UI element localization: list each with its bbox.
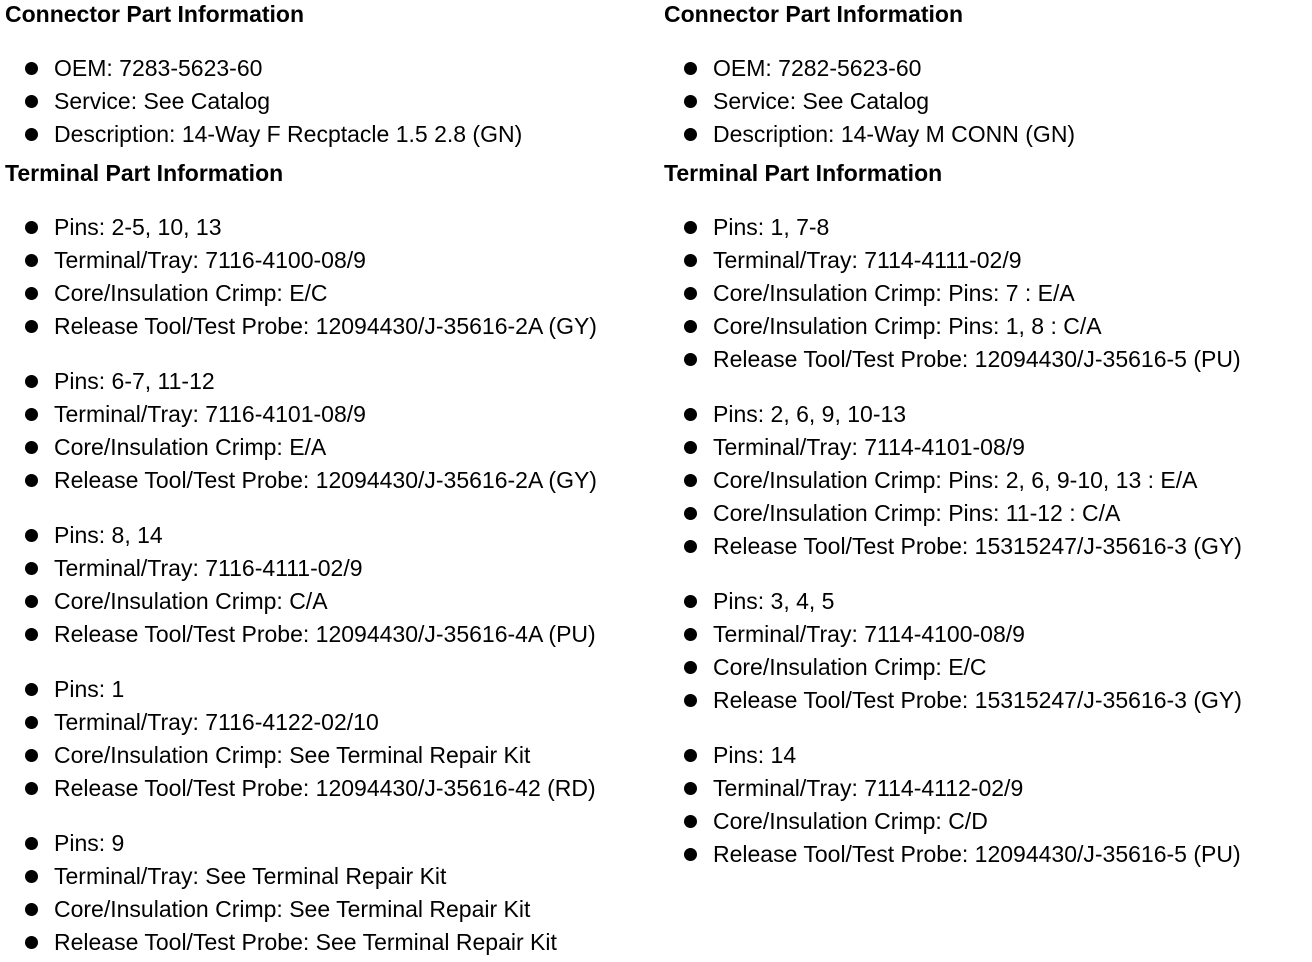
item-text: Description: 14-Way F Recptacle 1.5 2.8 (GN)	[54, 121, 523, 147]
bullet-icon	[684, 815, 697, 828]
list-item	[664, 398, 1304, 431]
bullet-icon	[684, 782, 697, 795]
bullet-icon	[25, 408, 38, 421]
list-item	[5, 244, 655, 277]
item-text: OEM: 7282-5623-60	[713, 55, 922, 81]
item-text: Terminal/Tray: 7116-4100-08/9	[54, 247, 366, 273]
list-item	[664, 497, 1304, 530]
list-item	[5, 926, 655, 959]
list-item	[5, 860, 655, 893]
bullet-icon	[684, 128, 697, 141]
terminal-group	[5, 365, 655, 497]
list-item	[664, 118, 1304, 151]
bullet-icon	[25, 221, 38, 234]
item-text: Pins: 3, 4, 5	[713, 588, 835, 614]
connector-part-heading: Connector Part Information	[664, 1, 964, 27]
item-text: Release Tool/Test Probe: 12094430/J-35616-5 (PU)	[713, 841, 1241, 867]
bullet-icon	[684, 95, 697, 108]
item-text: Pins: 8, 14	[54, 522, 163, 548]
bullet-icon	[25, 628, 38, 641]
bullet-icon	[25, 95, 38, 108]
item-text: Pins: 1, 7-8	[713, 214, 830, 240]
item-text: Core/Insulation Crimp: See Terminal Repair Kit	[54, 742, 531, 768]
item-text: Pins: 6-7, 11-12	[54, 368, 215, 394]
bullet-icon	[684, 694, 697, 707]
item-text: Release Tool/Test Probe: 15315247/J-35616-3 (GY)	[713, 533, 1242, 559]
bullet-icon	[25, 128, 38, 141]
bullet-icon	[25, 936, 38, 949]
list-item	[664, 464, 1304, 497]
item-text: Terminal/Tray: 7116-4122-02/10	[54, 709, 379, 735]
list-item	[5, 519, 655, 552]
terminal-group	[664, 739, 1304, 871]
list-item	[5, 52, 655, 85]
list-item	[664, 530, 1304, 563]
terminal-group	[5, 673, 655, 805]
bullet-icon	[684, 287, 697, 300]
bullet-icon	[25, 837, 38, 850]
list-item	[5, 464, 655, 497]
terminal-group	[5, 827, 655, 959]
list-item	[5, 827, 655, 860]
bullet-icon	[25, 683, 38, 696]
list-item	[664, 343, 1304, 376]
item-text: Core/Insulation Crimp: Pins: 11-12 : C/A	[713, 500, 1121, 526]
bullet-icon	[25, 562, 38, 575]
item-text: Release Tool/Test Probe: See Terminal Repair Kit	[54, 929, 557, 955]
bullet-icon	[684, 353, 697, 366]
list-item	[664, 739, 1304, 772]
bullet-icon	[684, 507, 697, 520]
list-item	[664, 277, 1304, 310]
list-item	[664, 772, 1304, 805]
item-text: Release Tool/Test Probe: 15315247/J-35616-3 (GY)	[713, 687, 1242, 713]
connector-part-list	[5, 52, 655, 151]
item-text: Terminal/Tray: 7114-4112-02/9	[713, 775, 1024, 801]
left-connector-column	[5, 0, 655, 959]
list-item	[664, 618, 1304, 651]
bullet-icon	[25, 529, 38, 542]
connector-part-list	[664, 52, 1304, 151]
list-item	[5, 585, 655, 618]
list-item	[5, 739, 655, 772]
terminal-group	[5, 211, 655, 343]
item-text: Pins: 2-5, 10, 13	[54, 214, 222, 240]
bullet-icon	[25, 320, 38, 333]
item-text: Core/Insulation Crimp: See Terminal Repair Kit	[54, 896, 531, 922]
item-text: Release Tool/Test Probe: 12094430/J-35616-2A (GY)	[54, 467, 597, 493]
bullet-icon	[25, 903, 38, 916]
bullet-icon	[25, 254, 38, 267]
list-item	[5, 118, 655, 151]
list-item	[664, 310, 1304, 343]
list-item	[5, 398, 655, 431]
item-text: Description: 14-Way M CONN (GN)	[713, 121, 1076, 147]
bullet-icon	[684, 628, 697, 641]
item-text: Terminal/Tray: 7114-4100-08/9	[713, 621, 1025, 647]
list-item	[664, 838, 1304, 871]
bullet-icon	[684, 848, 697, 861]
bullet-icon	[684, 320, 697, 333]
bullet-icon	[684, 62, 697, 75]
item-text: Terminal/Tray: 7114-4101-08/9	[713, 434, 1025, 460]
list-item	[664, 244, 1304, 277]
item-text: Core/Insulation Crimp: E/A	[54, 434, 327, 460]
item-text: Service: See Catalog	[54, 88, 271, 114]
item-text: Service: See Catalog	[713, 88, 930, 114]
list-item	[5, 772, 655, 805]
right-connector-column	[664, 0, 1304, 871]
bullet-icon	[25, 749, 38, 762]
item-text: Pins: 2, 6, 9, 10-13	[713, 401, 907, 427]
list-item	[664, 684, 1304, 717]
item-text: Core/Insulation Crimp: Pins: 7 : E/A	[713, 280, 1075, 306]
list-item	[5, 618, 655, 651]
list-item	[5, 365, 655, 398]
bullet-icon	[25, 287, 38, 300]
list-item	[5, 552, 655, 585]
connector-part-heading: Connector Part Information	[5, 1, 305, 27]
bullet-icon	[25, 870, 38, 883]
item-text: Pins: 14	[713, 742, 797, 768]
bullet-icon	[684, 540, 697, 553]
item-text: Core/Insulation Crimp: C/A	[54, 588, 328, 614]
bullet-icon	[25, 716, 38, 729]
bullet-icon	[25, 441, 38, 454]
item-text: Release Tool/Test Probe: 12094430/J-35616-5 (PU)	[713, 346, 1241, 372]
list-item	[5, 85, 655, 118]
item-text: Core/Insulation Crimp: E/C	[54, 280, 328, 306]
terminal-part-heading: Terminal Part Information	[664, 160, 943, 186]
list-item	[5, 706, 655, 739]
list-item	[664, 805, 1304, 838]
bullet-icon	[25, 375, 38, 388]
item-text: Core/Insulation Crimp: Pins: 2, 6, 9-10, 13 : E/A	[713, 467, 1198, 493]
item-text: Terminal/Tray: 7114-4111-02/9	[713, 247, 1022, 273]
item-text: Pins: 9	[54, 830, 125, 856]
bullet-icon	[684, 441, 697, 454]
list-item	[664, 431, 1304, 464]
list-item	[5, 277, 655, 310]
item-text: OEM: 7283-5623-60	[54, 55, 263, 81]
list-item	[5, 310, 655, 343]
list-item	[664, 52, 1304, 85]
item-text: Release Tool/Test Probe: 12094430/J-35616-2A (GY)	[54, 313, 597, 339]
item-text: Core/Insulation Crimp: C/D	[713, 808, 988, 834]
item-text: Release Tool/Test Probe: 12094430/J-35616-4A (PU)	[54, 621, 596, 647]
list-item	[664, 585, 1304, 618]
bullet-icon	[25, 595, 38, 608]
item-text: Terminal/Tray: 7116-4101-08/9	[54, 401, 366, 427]
bullet-icon	[25, 474, 38, 487]
list-item	[664, 85, 1304, 118]
terminal-group	[664, 398, 1304, 563]
list-item	[5, 673, 655, 706]
item-text: Terminal/Tray: See Terminal Repair Kit	[54, 863, 447, 889]
terminal-group	[5, 519, 655, 651]
item-text: Terminal/Tray: 7116-4111-02/9	[54, 555, 363, 581]
terminal-part-heading: Terminal Part Information	[5, 160, 284, 186]
list-item	[5, 893, 655, 926]
bullet-icon	[684, 749, 697, 762]
bullet-icon	[684, 595, 697, 608]
bullet-icon	[684, 221, 697, 234]
list-item	[5, 431, 655, 464]
bullet-icon	[684, 408, 697, 421]
list-item	[5, 211, 655, 244]
bullet-icon	[25, 782, 38, 795]
terminal-group	[664, 211, 1304, 376]
terminal-group	[664, 585, 1304, 717]
item-text: Pins: 1	[54, 676, 125, 702]
bullet-icon	[684, 254, 697, 267]
list-item	[664, 651, 1304, 684]
list-item	[664, 211, 1304, 244]
bullet-icon	[25, 62, 38, 75]
item-text: Core/Insulation Crimp: E/C	[713, 654, 987, 680]
item-text: Core/Insulation Crimp: Pins: 1, 8 : C/A	[713, 313, 1102, 339]
bullet-icon	[684, 474, 697, 487]
item-text: Release Tool/Test Probe: 12094430/J-35616-42 (RD)	[54, 775, 596, 801]
bullet-icon	[684, 661, 697, 674]
